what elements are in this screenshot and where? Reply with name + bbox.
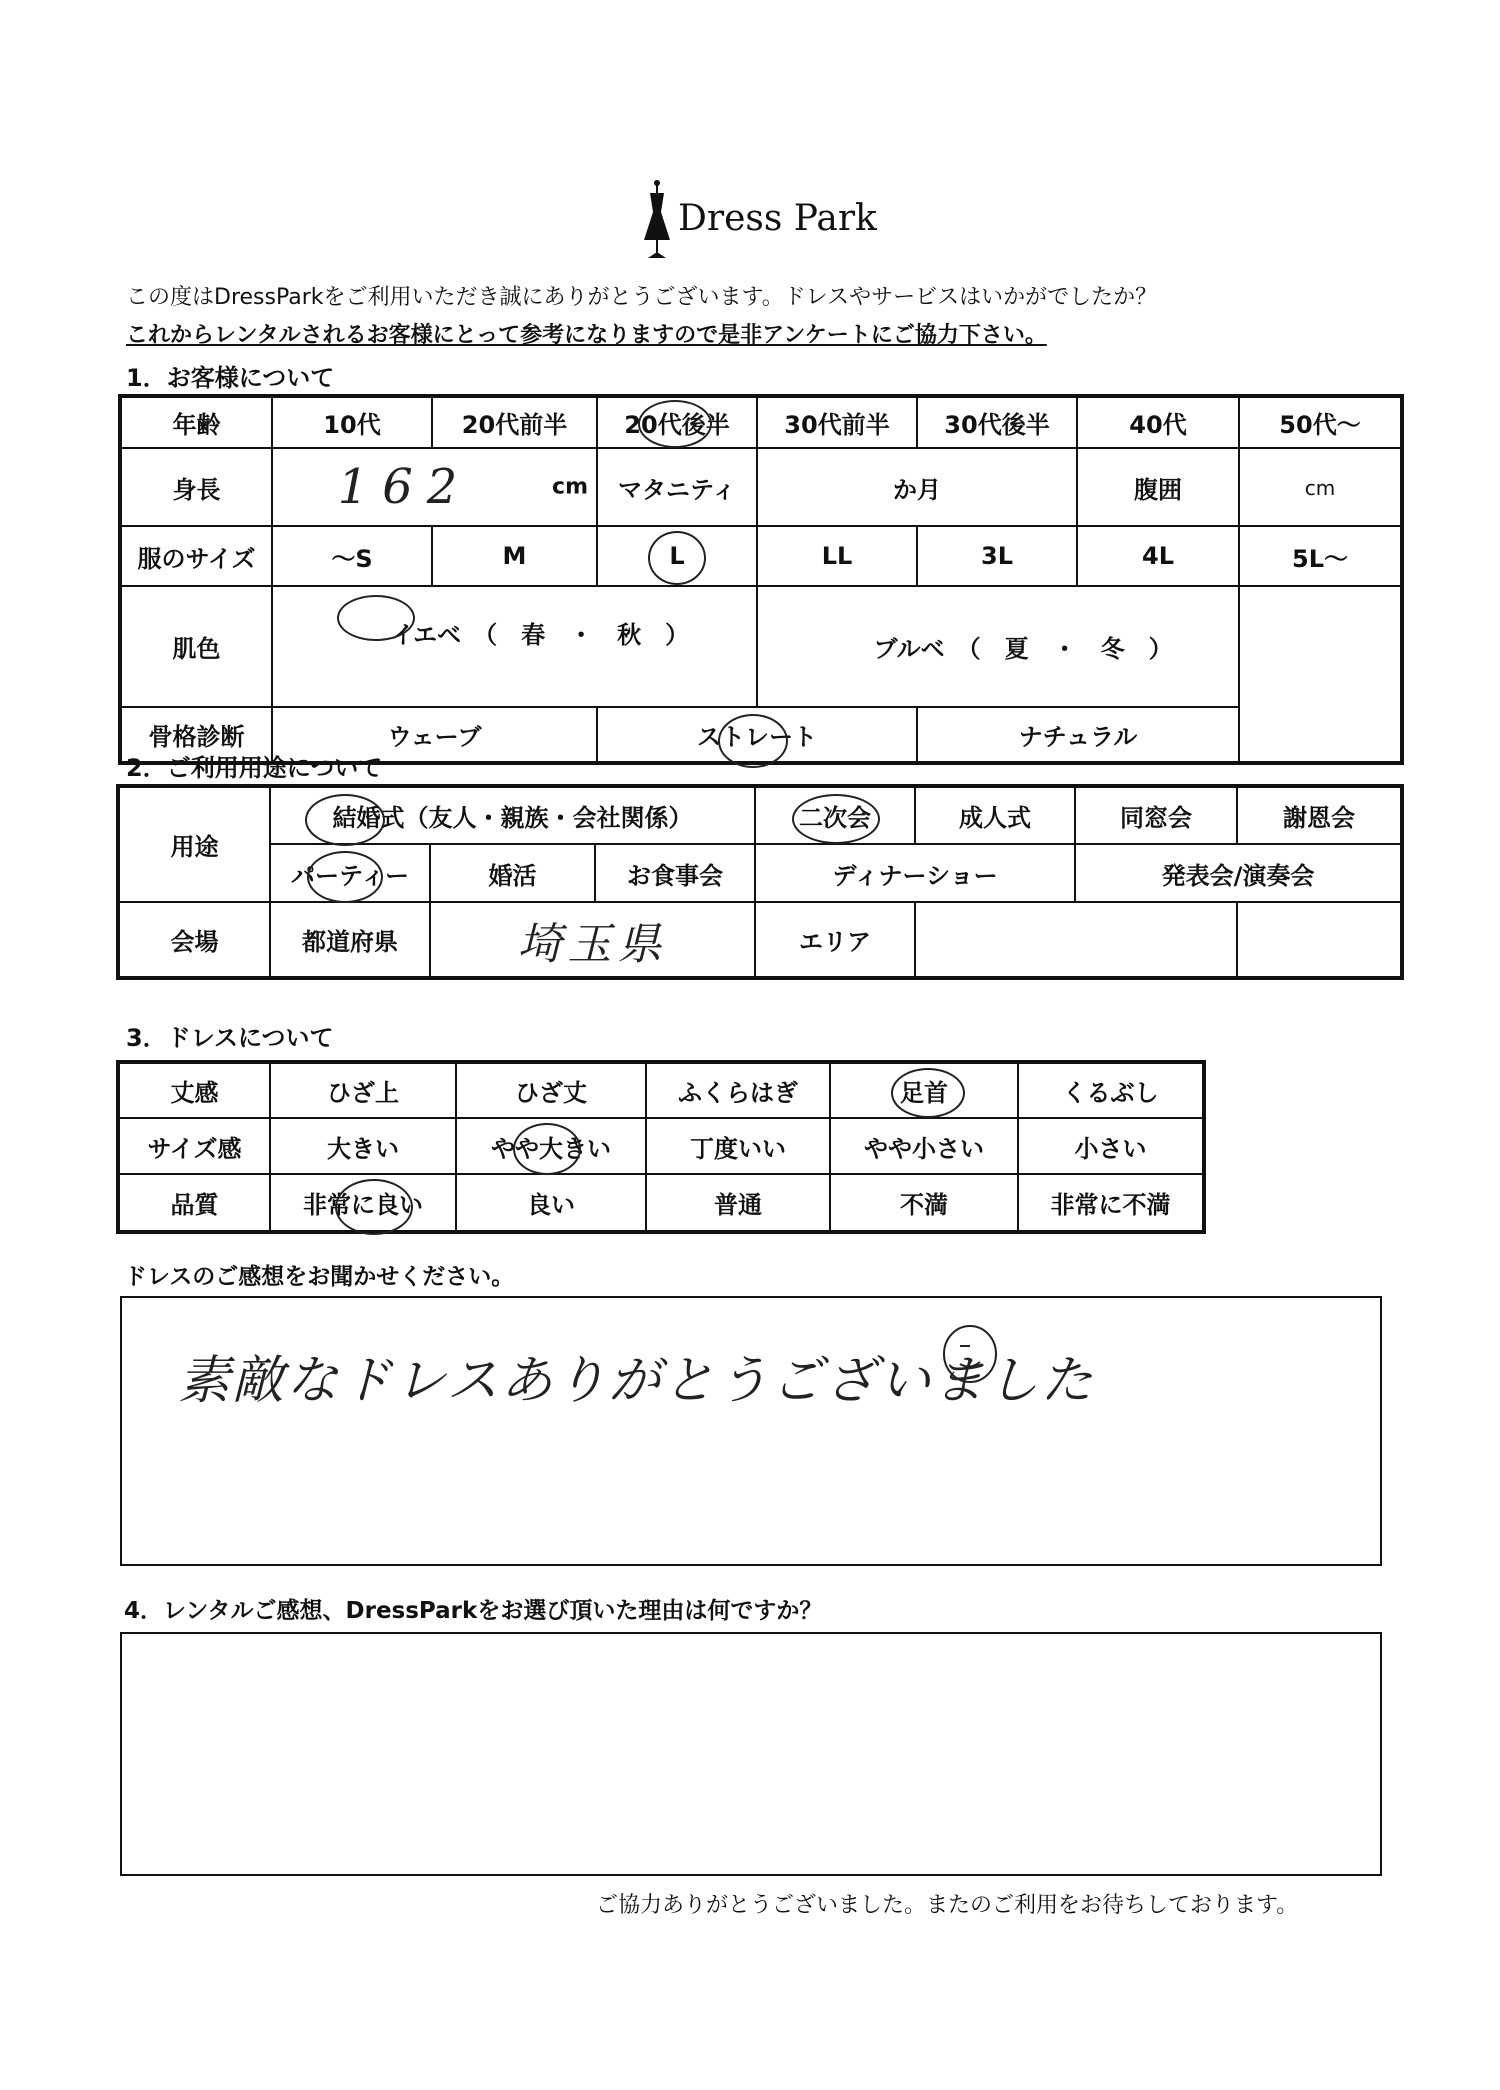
- logo: [640, 178, 880, 258]
- age-option[interactable]: 30代前半: [757, 396, 917, 448]
- length-option[interactable]: ふくらはぎ: [646, 1062, 830, 1118]
- size-label: 服のサイズ: [120, 526, 272, 586]
- blank-cell: [1239, 707, 1402, 763]
- age-option[interactable]: 20代前半: [432, 396, 597, 448]
- length-option-selected[interactable]: [830, 1062, 1018, 1118]
- brand-name: Dress Park: [678, 198, 877, 239]
- impression-text: 素敵なドレスありがとうございました: [178, 1351, 1095, 1411]
- size-option[interactable]: 4L: [1077, 526, 1239, 586]
- prefecture-value: 埼玉県: [517, 918, 668, 970]
- smiley-icon: [940, 1324, 1000, 1384]
- purpose-wedding[interactable]: [270, 786, 755, 844]
- purpose-option-label: パーティー: [290, 861, 410, 890]
- section-2-title: 2．ご利用用途について: [126, 754, 383, 782]
- length-option-label: 足首: [900, 1079, 948, 1107]
- footer-text: ご協力ありがとうございました。またのご利用をお待ちしております。: [596, 1893, 1299, 1918]
- quality-label: 品質: [118, 1174, 270, 1232]
- dress-form-icon: [640, 178, 674, 262]
- dress-table: [116, 1060, 1206, 1234]
- fit-option[interactable]: やや小さい: [830, 1118, 1018, 1174]
- skin-yellow-text: イエベ （ 春 ・ 秋 ）: [390, 621, 690, 649]
- section-4-title: 4．レンタルご感想、DressParkをお選び頂いた理由は何ですか？: [124, 1598, 823, 1624]
- height-unit: cm: [552, 474, 588, 500]
- quality-option[interactable]: 非常に不満: [1018, 1174, 1204, 1232]
- age-option[interactable]: 40代: [1077, 396, 1239, 448]
- prefecture-field[interactable]: [430, 902, 755, 978]
- size-option[interactable]: 5L～: [1239, 526, 1402, 586]
- purpose-option[interactable]: ディナーショー: [755, 844, 1075, 902]
- age-option[interactable]: 50代～: [1239, 396, 1402, 448]
- age-option-label: 20代後半: [624, 411, 730, 439]
- size-option[interactable]: M: [432, 526, 597, 586]
- size-option[interactable]: LL: [757, 526, 917, 586]
- impression-prompt: ドレスのご感想をお聞かせください。: [124, 1264, 515, 1290]
- age-option-selected[interactable]: [597, 396, 757, 448]
- size-option[interactable]: 3L: [917, 526, 1077, 586]
- age-option[interactable]: 10代: [272, 396, 432, 448]
- fit-option-selected[interactable]: [456, 1118, 646, 1174]
- fit-option[interactable]: 丁度いい: [646, 1118, 830, 1174]
- impression-box[interactable]: [120, 1296, 1382, 1566]
- length-option[interactable]: ひざ上: [270, 1062, 456, 1118]
- maternity-label: マタニティ: [597, 448, 757, 526]
- blank-cell: [1239, 586, 1402, 707]
- height-label: 身長: [120, 448, 272, 526]
- reason-box[interactable]: [120, 1632, 1382, 1876]
- maternity-unit: か月: [893, 475, 941, 504]
- purpose-option[interactable]: 婚活: [430, 844, 595, 902]
- frame-option-selected[interactable]: [597, 707, 917, 763]
- section-1-title: 1．お客様について: [126, 364, 335, 392]
- purpose-second-party[interactable]: [755, 786, 915, 844]
- area-label: エリア: [755, 902, 915, 978]
- length-label: 丈感: [118, 1062, 270, 1118]
- skin-blue-option[interactable]: [757, 586, 1239, 707]
- blank-cell: [1237, 902, 1402, 978]
- length-option[interactable]: ひざ丈: [456, 1062, 646, 1118]
- quality-option[interactable]: 良い: [456, 1174, 646, 1232]
- purpose-option[interactable]: 同窓会: [1075, 786, 1237, 844]
- purpose-option[interactable]: 成人式: [915, 786, 1075, 844]
- quality-option-label: 非常に良い: [303, 1191, 423, 1219]
- intro-line-1: この度はDressParkをご利用いただき誠にありがとうございます。ドレスやサービスはいかがでしたか？: [126, 285, 1158, 310]
- skin-blue-text: ブルベ （ 夏 ・ 冬 ）: [873, 635, 1173, 663]
- waist-unit: cm: [1304, 476, 1336, 500]
- purpose-label: 用途: [118, 786, 270, 902]
- prefecture-label: 都道府県: [270, 902, 430, 978]
- height-value: 162: [337, 459, 472, 515]
- length-option[interactable]: くるぶし: [1018, 1062, 1204, 1118]
- maternity-field[interactable]: [757, 448, 1077, 526]
- frame-option[interactable]: ナチュラル: [917, 707, 1239, 763]
- fit-option-label: やや大きい: [491, 1134, 611, 1163]
- quality-option-selected[interactable]: [270, 1174, 456, 1232]
- quality-option[interactable]: 普通: [646, 1174, 830, 1232]
- age-option[interactable]: 30代後半: [917, 396, 1077, 448]
- area-field[interactable]: [915, 902, 1237, 978]
- customer-table: [118, 394, 1404, 765]
- age-label: 年齢: [120, 396, 272, 448]
- size-option-label: L: [669, 542, 685, 570]
- frame-option[interactable]: ウェーブ: [272, 707, 597, 763]
- skin-yellow-option[interactable]: [272, 586, 757, 707]
- purpose-option-label: 二次会: [799, 804, 872, 832]
- skin-label: 肌色: [120, 586, 272, 707]
- purpose-table: [116, 784, 1404, 980]
- intro-line-2: これからレンタルされるお客様にとって参考になりますので是非アンケートにご協力下さい。: [126, 323, 1047, 348]
- quality-option[interactable]: 不満: [830, 1174, 1018, 1232]
- size-option-selected[interactable]: [597, 526, 757, 586]
- waist-label: 腹囲: [1077, 448, 1239, 526]
- fit-option[interactable]: 大きい: [270, 1118, 456, 1174]
- fit-label: サイズ感: [118, 1118, 270, 1174]
- purpose-party[interactable]: [270, 844, 430, 902]
- purpose-option[interactable]: お食事会: [595, 844, 755, 902]
- purpose-option[interactable]: 発表会/演奏会: [1075, 844, 1402, 902]
- venue-label: 会場: [118, 902, 270, 978]
- section-3-title: 3．ドレスについて: [126, 1024, 334, 1052]
- frame-label: 骨格診断: [120, 707, 272, 763]
- height-field[interactable]: [272, 448, 597, 526]
- frame-option-label: ストレート: [697, 723, 817, 751]
- purpose-wedding-label: 結婚式（友人・親族・会社関係）: [332, 804, 693, 832]
- size-option[interactable]: ～S: [272, 526, 432, 586]
- waist-field[interactable]: [1239, 448, 1402, 526]
- purpose-option[interactable]: 謝恩会: [1237, 786, 1402, 844]
- fit-option[interactable]: 小さい: [1018, 1118, 1204, 1174]
